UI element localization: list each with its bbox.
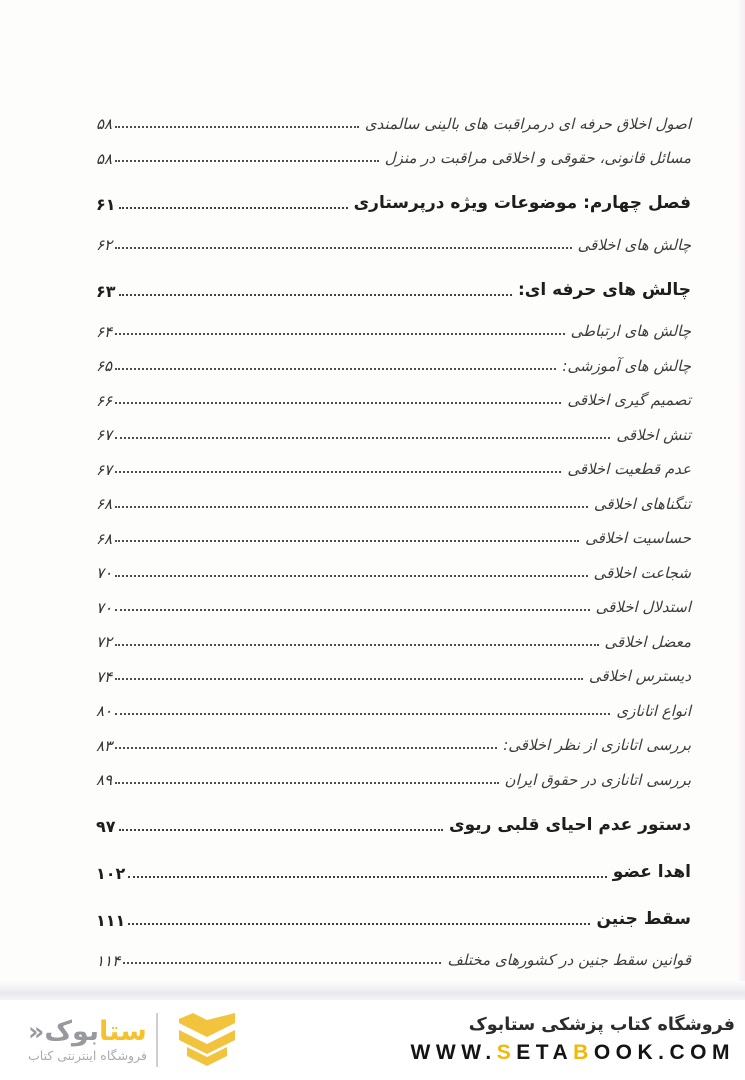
dotted-leader xyxy=(128,876,607,878)
toc-row xyxy=(96,342,691,377)
website-letter-group: OOK.COM xyxy=(593,1041,735,1064)
toc-entry-page-number: ۸۳ xyxy=(96,736,113,755)
dotted-leader xyxy=(115,126,359,128)
toc-entry-title: چالش های ارتباطی xyxy=(570,322,691,340)
toc-entry-page-number: ۷۰ xyxy=(96,598,113,617)
toc-entry-page-number: ۸۰ xyxy=(96,702,113,720)
dotted-leader xyxy=(115,540,579,542)
toc-entry-page-number: ۸۹ xyxy=(96,771,113,789)
dotted-leader xyxy=(115,782,498,784)
toc-entry-page-number: ۶۶ xyxy=(96,391,113,410)
toc-entry-title: فصل چهارم: موضوعات ویژه درپرستاری xyxy=(353,193,691,214)
toc-entry-title: عدم قطعیت اخلاقی xyxy=(567,460,691,478)
toc-entry-page-number: ۷۲ xyxy=(96,633,113,651)
toc-row xyxy=(96,549,691,584)
dotted-leader xyxy=(115,713,610,715)
dotted-leader xyxy=(128,923,590,925)
website-letter-group: B xyxy=(573,1041,594,1064)
toc-entry-page-number: ۶۲ xyxy=(96,236,113,254)
toc-entry-page-number: ۶۸ xyxy=(96,495,113,513)
logo-divider xyxy=(156,1013,158,1067)
toc-entry-title: معضل اخلاقی xyxy=(604,632,691,651)
dotted-leader xyxy=(119,294,512,296)
toc-row xyxy=(96,100,691,135)
toc-entry-title: تصمیم گیری اخلاقی xyxy=(567,391,691,409)
toc-entry-title: دستور عدم احیای قلبی ریوی xyxy=(449,814,691,835)
toc-entry-page-number: ۵۸ xyxy=(96,149,113,168)
website-letter-group: ETA xyxy=(516,1041,574,1064)
store-name: فروشگاه کتاب پزشکی ستابوک xyxy=(468,1015,735,1035)
toc-row xyxy=(96,265,691,303)
logo-tagline: فروشگاه اینترنتی کتاب xyxy=(28,1048,147,1064)
website-letter-group: WWW. xyxy=(410,1041,497,1064)
dotted-leader xyxy=(115,437,610,439)
dotted-leader xyxy=(119,829,443,831)
toc-row xyxy=(96,722,691,757)
logo-guillemet-mark: « xyxy=(28,1016,45,1046)
website-url xyxy=(411,1041,735,1065)
dotted-leader xyxy=(123,962,441,964)
footer-bar xyxy=(0,1000,745,1080)
dotted-leader xyxy=(115,609,589,611)
logo-wordmark-gray: بوک xyxy=(44,1015,100,1047)
toc-entry-title: استدلال اخلاقی xyxy=(595,598,691,616)
dotted-leader xyxy=(115,678,583,680)
toc-row xyxy=(96,800,691,838)
toc-entry-page-number: ۶۴ xyxy=(96,322,113,341)
dotted-leader xyxy=(115,402,561,404)
toc-entry-page-number: ۶۷ xyxy=(96,460,113,479)
toc-entry-page-number: ۹۷ xyxy=(96,816,116,836)
dotted-leader xyxy=(115,506,588,508)
toc-row xyxy=(96,480,691,515)
toc-row xyxy=(96,937,691,972)
toc-row xyxy=(96,653,691,688)
toc-row xyxy=(96,178,691,216)
toc-row xyxy=(96,446,691,481)
toc-entry-page-number: ۶۵ xyxy=(96,357,113,375)
website-letter-group: S xyxy=(496,1041,517,1064)
dotted-leader xyxy=(115,747,497,749)
toc-entry-page-number: ۱۱۱ xyxy=(96,910,126,930)
triple-chevron-down-icon xyxy=(167,1011,247,1069)
toc-entry-title: چالش های حرفه ای: xyxy=(517,279,691,300)
toc-row xyxy=(96,687,691,722)
toc-entry-page-number: ۷۴ xyxy=(96,667,113,686)
toc-entry-page-number: ۱۰۲ xyxy=(96,863,126,883)
logo-wordmark-gold: ستا xyxy=(99,1015,147,1047)
toc-entry-title: حساسیت اخلاقی xyxy=(585,529,691,547)
toc-entry-title: قوانین سقط جنین در کشورهای مختلف xyxy=(447,951,691,969)
logo-wordmark xyxy=(28,1017,147,1047)
dotted-leader xyxy=(115,368,556,370)
toc-entry-title: چالش های آموزشی: xyxy=(562,356,691,375)
toc-entry-title: اهدا عضو xyxy=(612,861,691,882)
toc-row xyxy=(96,756,691,791)
toc-row xyxy=(96,894,691,932)
toc-entry-title: اصول اخلاق حرفه ای درمراقبت های بالینی سالمندی xyxy=(364,114,691,133)
toc-row xyxy=(96,377,691,412)
toc-row xyxy=(96,308,691,343)
toc-entry-title: سقط جنین xyxy=(596,908,691,929)
logo-wordmark-block xyxy=(28,1017,147,1064)
toc-entry-page-number: ۵۸ xyxy=(96,115,113,133)
dotted-leader xyxy=(115,247,572,249)
toc-entry-page-number: ۱۱۴ xyxy=(96,951,121,970)
dotted-leader xyxy=(115,333,564,335)
footer-text-block xyxy=(411,1015,735,1065)
dotted-leader xyxy=(115,160,379,162)
toc-row xyxy=(96,135,691,170)
scan-shadow-band xyxy=(0,981,745,1000)
toc-entry-page-number: ۶۷ xyxy=(96,426,113,444)
toc-entry-title: بررسی اتانازی در حقوق ایران xyxy=(504,770,691,789)
toc-row xyxy=(96,584,691,619)
toc-entry-title: دیسترس اخلاقی xyxy=(588,667,691,685)
toc-row xyxy=(96,618,691,653)
dotted-leader xyxy=(115,471,561,473)
toc-entry-page-number: ۶۱ xyxy=(96,195,116,215)
toc-entry-title: مسائل قانونی، حقوقی و اخلاقی مراقبت در منزل xyxy=(384,149,691,167)
toc-entry-page-number: ۶۳ xyxy=(96,281,116,301)
dotted-leader xyxy=(115,644,598,646)
setabook-logo xyxy=(28,1011,247,1069)
dotted-leader xyxy=(115,575,588,577)
toc-entry-title: بررسی اتانازی از نظر اخلاقی: xyxy=(503,736,691,754)
toc-entry-title: تنش اخلاقی xyxy=(616,425,691,444)
toc-entry-title: تنگناهای اخلاقی xyxy=(593,494,691,513)
toc-entry-title: چالش های اخلاقی xyxy=(577,235,691,254)
dotted-leader xyxy=(119,207,348,209)
toc-row xyxy=(96,411,691,446)
toc-row xyxy=(96,847,691,885)
toc-entry-title: شجاعت اخلاقی xyxy=(593,563,691,582)
toc-entry-page-number: ۶۸ xyxy=(96,529,113,548)
toc-entry-page-number: ۷۰ xyxy=(96,564,113,582)
toc-entry-title: انواع اتانازی xyxy=(616,701,691,720)
toc-row xyxy=(96,221,691,256)
toc-row xyxy=(96,515,691,550)
